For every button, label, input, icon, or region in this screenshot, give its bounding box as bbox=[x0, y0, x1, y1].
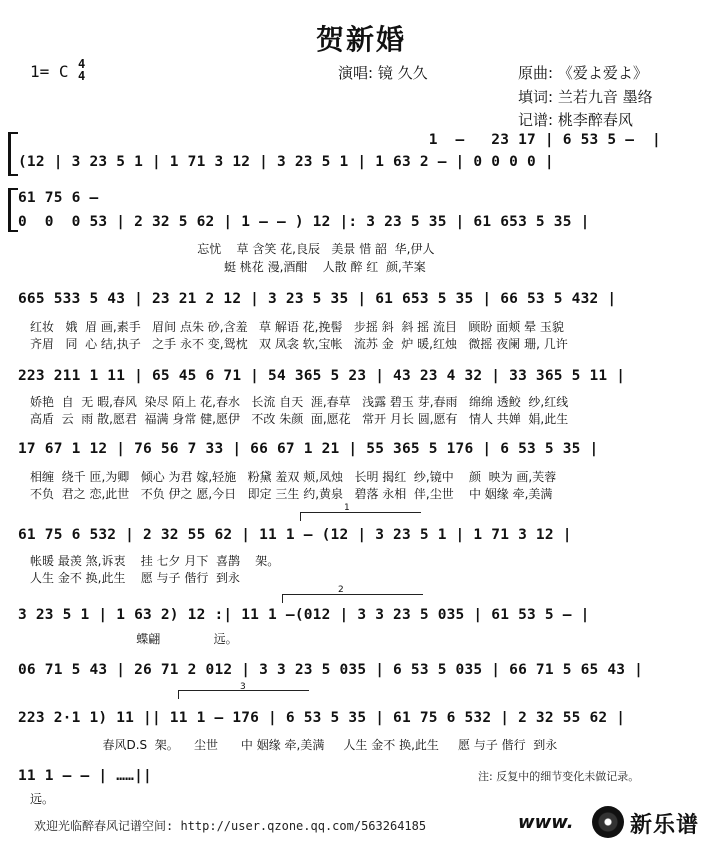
singer-credit: 演唱: 镜 久久 bbox=[338, 64, 428, 82]
notation-line: 61 75 6 – bbox=[18, 190, 99, 206]
lyric-line: 红妆 娥 眉 画,素手 眉间 点朱 砂,含羞 草 解语 花,挽髻 步摇 斜 斜 摇 流目 顾盼 面颊 晕 玉貌 bbox=[30, 320, 564, 334]
volta-bracket bbox=[300, 512, 421, 521]
lyric-line: 齐眉 同 心 结,执子 之手 永不 变,鸳枕 双 凤衾 软,宝帐 流苏 金 炉 暖,红烛 微摇 夜阑 珊, 几许 bbox=[30, 337, 568, 351]
lyric-line: 相缠 绕千 匝,为卿 倾心 为君 嫁,轻施 粉黛 羞双 颊,凤烛 长明 揭红 纱,镜中 颜 映为 画,芙蓉 bbox=[30, 470, 557, 484]
notation-line: 665 533 5 43 | 23 21 2 12 | 3 23 5 35 | 61 653 5 35 | 66 53 5 432 | bbox=[18, 291, 617, 307]
lyric-line: 远。 bbox=[30, 792, 55, 806]
notation-line: 06 71 5 43 | 26 71 2 012 | 3 3 23 5 035 | 6 53 5 035 | 66 71 5 65 43 | bbox=[18, 662, 644, 678]
score-title: 贺新婚 bbox=[315, 23, 406, 56]
lyric-line: 娇艳 自 无 暇,春风 染尽 陌上 花,春水 长流 自天 涯,春草 浅露 碧玉 芽,春雨 绵绵 透鲛 纱,红线 bbox=[30, 395, 569, 409]
music-disc-icon bbox=[592, 806, 624, 838]
performance-note: 注: 反复中的细节变化未做记录。 bbox=[478, 770, 640, 783]
original-song-credit: 原曲: 《爱よ爱よ》 bbox=[518, 64, 648, 82]
lyric-line: 蜓 桃花 漫,酒酣 人散 醉 红 颜,芊案 bbox=[18, 260, 426, 274]
notation-line: 223 211 1 11 | 65 45 6 71 | 54 365 5 23 | 43 23 4 32 | 33 365 5 11 | bbox=[18, 368, 626, 384]
lyric-line: 蝶翩 远。 bbox=[18, 632, 238, 646]
watermark-text: www. bbox=[518, 812, 574, 833]
site-logo bbox=[592, 804, 718, 840]
notation-line: 0 0 0 53 | 2 32 5 62 | 1 – – ) 12 |: 3 23 5 35 | 61 653 5 35 | bbox=[18, 214, 590, 230]
lyric-line: 帐暖 最羡 煞,诉衷 挂 七夕 月下 喜鹊 架。 bbox=[30, 554, 280, 568]
notation-line: 3 23 5 1 | 1 63 2) 12 :| 11 1 –(012 | 3 3 23 5 035 | 61 53 5 – | bbox=[18, 607, 590, 623]
footer-text: 欢迎光临醉春风记谱空间: http://user.qzone.qq.com/563264185 bbox=[34, 819, 427, 833]
time-signature-bottom: 4 bbox=[78, 69, 86, 83]
time-signature-top: 4 bbox=[78, 57, 86, 71]
time-signature bbox=[78, 58, 85, 82]
site-logo-text: 新乐谱 bbox=[630, 813, 700, 838]
lyric-line: 忘忧 草 含笑 花,良辰 美景 惜 韶 华,伊人 bbox=[18, 242, 435, 256]
notation-line: (12 | 3 23 5 1 | 1 71 3 12 | 3 23 5 1 | 1 63 2 – | 0 0 0 0 | bbox=[18, 154, 554, 170]
notation-line: 17 67 1 12 | 76 56 7 33 | 66 67 1 21 | 55 365 5 176 | 6 53 5 35 | bbox=[18, 441, 599, 457]
volta-bracket bbox=[282, 594, 423, 603]
staff-brace bbox=[8, 132, 18, 176]
staff-brace bbox=[8, 188, 18, 232]
notation-line: 11 1 – – | ……|| bbox=[18, 768, 152, 784]
lyricist-credit: 填词: 兰若九音 墨络 bbox=[518, 88, 653, 106]
notation-line: 1 – 23 17 | 6 53 5 – | bbox=[18, 132, 661, 148]
lyric-line: 人生 金不 换,此生 愿 与子 偕行 到永 bbox=[30, 571, 240, 585]
notation-line: 61 75 6 532 | 2 32 55 62 | 11 1 – (12 | 3 23 5 1 | 1 71 3 12 | bbox=[18, 527, 572, 543]
transcriber-credit: 记谱: 桃李醉春风 bbox=[518, 111, 633, 129]
notation-line: 223 2·1 1) 11 || 11 1 – 176 | 6 53 5 35 | 61 75 6 532 | 2 32 55 62 | bbox=[18, 710, 626, 726]
volta-label: 2 bbox=[338, 585, 344, 595]
lyric-line: 不负 君之 恋,此世 不负 伊之 愿,今日 即定 三生 约,黄泉 碧落 永相 伴,尘世 中 姻缘 牵,美满 bbox=[30, 487, 553, 501]
lyric-line: 春风D.S 架。 尘世 中 姻缘 牵,美满 人生 金不 换,此生 愿 与子 偕行 到永 bbox=[30, 738, 558, 752]
volta-label: 1 bbox=[344, 503, 350, 513]
key-signature: 1= C bbox=[30, 62, 69, 81]
lyric-line: 高盾 云 雨 散,愿君 福满 身常 健,愿伊 不改 朱颜 面,愿花 常开 月长 圆,愿有 情人 共婵 娟,此生 bbox=[30, 412, 569, 426]
volta-label: 3 bbox=[240, 682, 246, 692]
